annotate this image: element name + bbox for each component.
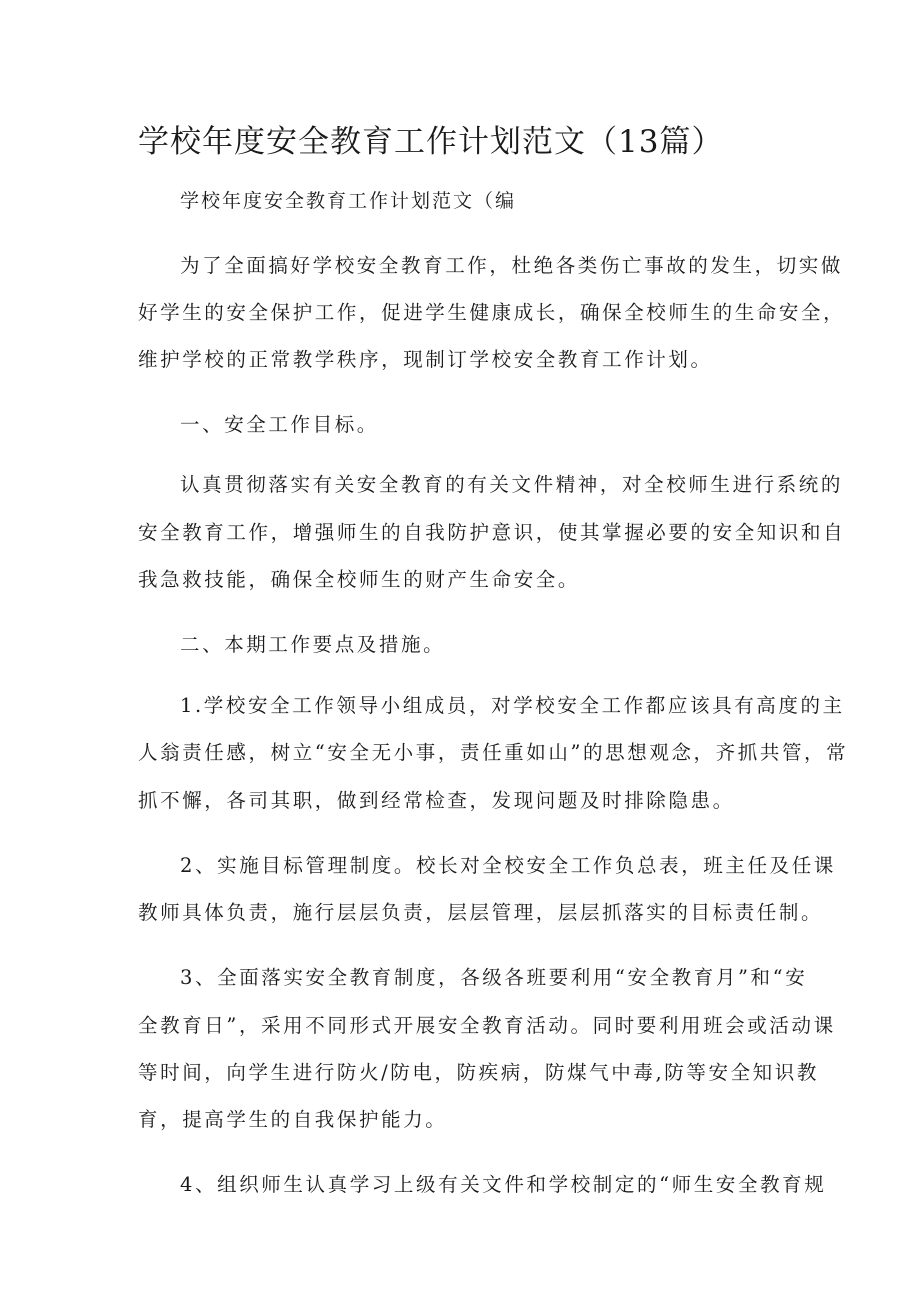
paragraph-line: 全教育日”，采用不同形式开展安全教育活动。同时要利用班会或活动课: [138, 1014, 836, 1037]
paragraph-line: 维护学校的正常教学秩序，现制订学校安全教育工作计划。: [138, 348, 713, 371]
paragraph-line: 安全教育工作，增强师生的自我防护意识，使其掌握必要的安全知识和自: [138, 521, 846, 544]
paragraph-line: 4、组织师生认真学习上级有关文件和学校制定的“师生安全教育规: [180, 1173, 827, 1196]
paragraph-line: 2、实施目标管理制度。校长对全校安全工作负总表，班主任及任课: [180, 854, 836, 877]
paragraph-line: 3、全面落实安全教育制度，各级各班要利用“安全教育月”和“安: [180, 966, 808, 989]
paragraph-line: 人翁责任感，树立“安全无小事，责任重如山”的思想观念，齐抓共管，常: [138, 741, 849, 764]
section-heading: 二、本期工作要点及措施。: [180, 633, 446, 656]
document-subtitle: 学校年度安全教育工作计划范文（编: [180, 190, 517, 212]
paragraph-line: 我急救技能，确保全校师生的财产生命安全。: [138, 568, 581, 591]
paragraph-line: 等时间，向学生进行防火/防电，防疾病，防煤气中毒,防等安全知识教: [138, 1061, 819, 1084]
paragraph-line: 育，提高学生的自我保护能力。: [138, 1108, 448, 1131]
section-heading: 一、安全工作目标。: [180, 413, 379, 436]
document-title: 学校年度安全教育工作计划范文（13篇）: [138, 124, 724, 160]
paragraph-line: 认真贯彻落实有关安全教育的有关文件精神，对全校师生进行系统的: [180, 473, 844, 496]
paragraph-line: 为了全面搞好学校安全教育工作，杜绝各类伤亡事故的发生，切实做: [180, 254, 844, 277]
paragraph-line: 教师具体负责，施行层层负责，层层管理，层层抓落实的目标责任制。: [138, 901, 824, 924]
paragraph-line: 1.学校安全工作领导小组成员，对学校安全工作都应该具有高度的主: [180, 694, 845, 717]
paragraph-line: 好学生的安全保护工作，促进学生健康成长，确保全校师生的生命安全，: [138, 301, 846, 324]
paragraph-line: 抓不懈，各司其职，做到经常检查，发现问题及时排除隐患。: [138, 789, 735, 812]
